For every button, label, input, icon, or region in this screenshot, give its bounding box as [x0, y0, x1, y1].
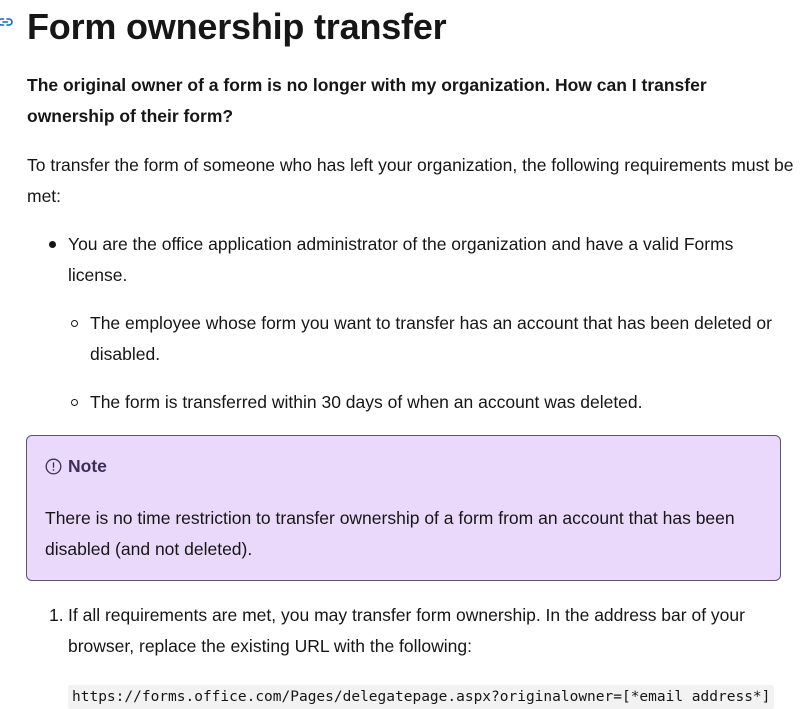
intro-paragraph: To transfer the form of someone who has left your organization, the following requirements must be met: [27, 155, 794, 206]
link-icon[interactable] [0, 14, 16, 30]
url-code-snippet[interactable]: https://forms.office.com/Pages/delegatepage.aspx?originalowner=[*email address*] [68, 685, 774, 709]
bullet-circle-icon [71, 399, 78, 406]
sub-requirement-text: The form is transferred within 30 days of when an account was deleted. [90, 392, 643, 412]
note-header [45, 456, 107, 477]
sub-requirement-text: The employee whose form you want to transfer has an account that has been deleted or disabled. [90, 313, 772, 364]
note-label: Note [68, 456, 107, 476]
note-text: There is no time restriction to transfer ownership of a form from an account that has been disabled (and not deleted). [45, 508, 735, 559]
step-number: 1. [49, 605, 64, 625]
bullet-circle-icon [71, 320, 78, 327]
note-callout [26, 435, 781, 581]
requirement-text: You are the office application administrator of the organization and have a valid Forms license. [68, 234, 734, 285]
faq-question: The original owner of a form is no longer with my organization. How can I transfer ownership of their form? [27, 75, 707, 126]
page-title: Form ownership transfer [27, 6, 447, 47]
bullet-disc-icon [49, 241, 56, 248]
info-circle-icon [45, 458, 62, 475]
step-text: If all requirements are met, you may transfer form ownership. In the address bar of your browser, replace the existing URL with the following: [68, 605, 745, 656]
